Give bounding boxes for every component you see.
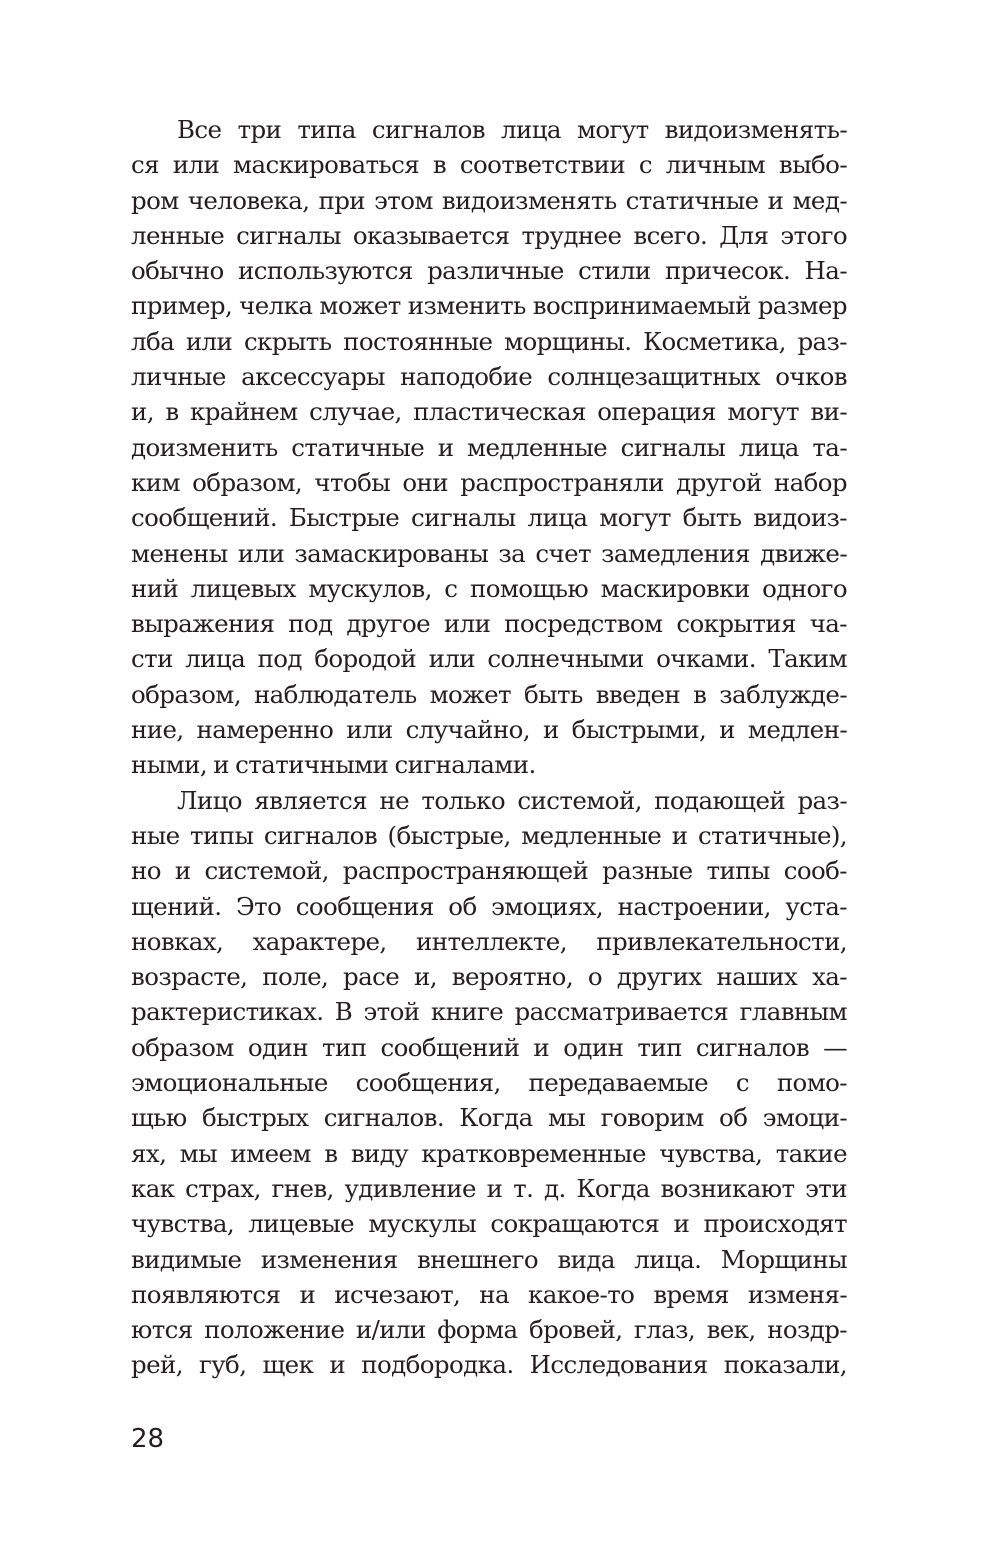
text-line: видимые изменения внешнего вида лица. Морщины — [131, 1244, 847, 1274]
text-line: пример, челка может изменить воспринимаемый размер — [131, 291, 847, 321]
text-line: рактеристиках. В этой книге рассматривается главным — [131, 997, 847, 1027]
text-line: ные типы сигналов (быстрые, медленные и статичные), — [131, 820, 847, 850]
text-line: сообщений. Быстрые сигналы лица могут быть видоиз- — [131, 503, 847, 533]
text-line: рей, губ, щек и подбородка. Исследования показали, — [131, 1350, 847, 1380]
text-line: доизменить статичные и медленные сигналы лица та- — [131, 432, 847, 462]
text-line: образом, наблюдатель может быть введен в заблужде- — [131, 679, 847, 709]
paragraph-2 — [131, 783, 847, 1383]
text-line: Все три типа сигналов лица могут видоизменять- — [177, 115, 847, 144]
text-line: ром человека, при этом видоизменять статичные и мед- — [131, 185, 847, 215]
text-line: как страх, гнев, удивление и т. д. Когда возникают эти — [131, 1173, 847, 1203]
text-line: эмоциональные сообщения, передаваемые с помо- — [131, 1068, 847, 1098]
text-line: обычно используются различные стили причесок. На- — [131, 256, 847, 286]
text-line: образом один тип сообщений и один тип сигналов — — [131, 1032, 847, 1062]
text-line: лба или скрыть постоянные морщины. Косметика, раз- — [131, 326, 847, 356]
page-body — [131, 112, 847, 1383]
text-line: появляются и исчезают, на какое-то время изменя- — [131, 1279, 847, 1309]
text-line: личные аксессуары наподобие солнцезащитных очков — [131, 362, 847, 392]
paragraph-1 — [131, 112, 847, 783]
text-line: но и системой, распространяющей разные типы сооб- — [131, 856, 847, 886]
text-line: возрасте, поле, расе и, вероятно, о других наших ха- — [131, 962, 847, 992]
text-line: ние, намеренно или случайно, и быстрыми, и медлен- — [131, 715, 847, 745]
text-line: и, в крайнем случае, пластическая операция могут ви- — [131, 397, 847, 427]
text-line: сти лица под бородой или солнечными очками. Таким — [131, 644, 847, 674]
text-line: ются положение и/или форма бровей, глаз, век, ноздр- — [131, 1315, 847, 1345]
text-line: ся или маскироваться в соответствии с личным выбо- — [131, 150, 847, 180]
text-line: ными, и статичными сигналами. — [131, 750, 536, 780]
text-line: выражения под другое или посредством сокрытия ча- — [131, 609, 847, 639]
text-line: чувства, лицевые мускулы сокращаются и происходят — [131, 1209, 847, 1239]
text-line: ях, мы имеем в виду кратковременные чувства, такие — [131, 1138, 847, 1168]
text-line: щений. Это сообщения об эмоциях, настроении, уста- — [131, 891, 847, 921]
text-line: ленные сигналы оказывается труднее всего. Для этого — [131, 220, 847, 250]
text-line: Лицо является не только системой, подающей раз- — [177, 785, 847, 815]
text-line: щью быстрых сигналов. Когда мы говорим об эмоци- — [131, 1103, 847, 1133]
text-line: ким образом, чтобы они распространяли другой набор — [131, 467, 847, 497]
page-number: 28 — [131, 1424, 165, 1454]
text-line: ний лицевых мускулов, с помощью маскировки одного — [131, 573, 847, 603]
text-line: менены или замаскированы за счет замедления движе- — [131, 538, 847, 568]
text-line: новках, характере, интеллекте, привлекательности, — [131, 926, 847, 956]
